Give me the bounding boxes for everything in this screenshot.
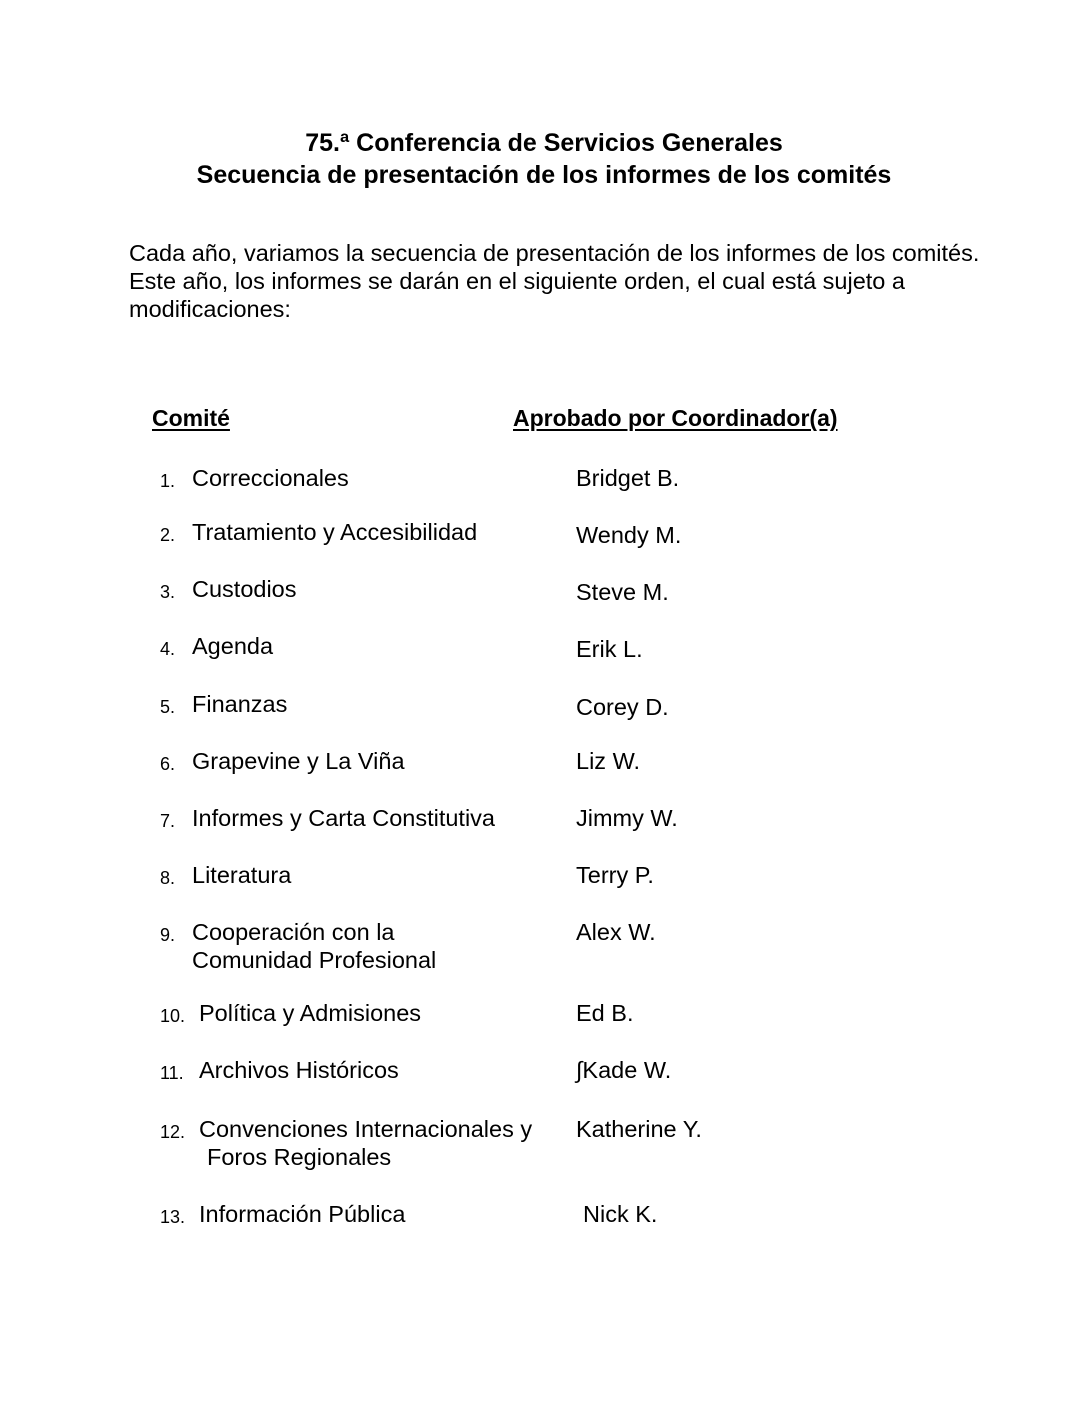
committee-name: Política y Admisiones — [199, 1000, 422, 1026]
committee-name — [192, 918, 562, 974]
item-number: 9. — [160, 925, 176, 945]
intro-paragraph: Cada año, variamos la secuencia de presentación de los informes de los comités. Este año, los informes se darán en el siguiente orden, el cual está sujeto a modificaciones: — [129, 240, 980, 322]
column-header-committee: Comité — [152, 405, 230, 431]
coordinator-name: Terry P. — [576, 862, 654, 888]
document-title-line-2: Secuencia de presentación de los informes de los comités — [196, 161, 892, 189]
committee-name: Grapevine y La Viña — [192, 748, 405, 774]
column-header-approved-by: Aprobado por Coordinador(a) — [513, 405, 838, 431]
coordinator-name: Steve M. — [576, 579, 669, 605]
committee-name-line-2: Comunidad Profesional — [192, 947, 437, 973]
document-title-line-1: 75.ª Conferencia de Servicios Generales — [305, 129, 783, 157]
item-number: 11. — [160, 1063, 184, 1083]
committee-name: Agenda — [192, 633, 274, 659]
item-number: 1. — [160, 471, 176, 491]
committee-name-line-1: Convenciones Internacionales y — [199, 1116, 533, 1142]
item-number: 5. — [160, 697, 176, 717]
item-number: 6. — [160, 754, 176, 774]
committee-name: Literatura — [192, 862, 292, 888]
item-number: 8. — [160, 868, 176, 888]
coordinator-name: Wendy M. — [576, 522, 682, 548]
coordinator-name: Alex W. — [576, 919, 656, 945]
coordinator-name: Ed B. — [576, 1000, 634, 1026]
committee-name: Información Pública — [199, 1201, 406, 1227]
committee-name — [199, 1115, 569, 1171]
committee-name: Correccionales — [192, 465, 349, 491]
coordinator-name: ∫Kade W. — [576, 1057, 672, 1083]
coordinator-name: Erik L. — [576, 636, 643, 662]
item-number: 2. — [160, 525, 176, 545]
committee-name: Archivos Históricos — [199, 1057, 399, 1083]
committee-name: Informes y Carta Constitutiva — [192, 805, 495, 831]
item-number: 3. — [160, 582, 176, 602]
coordinator-name: Katherine Y. — [576, 1116, 702, 1142]
item-number: 12. — [160, 1122, 186, 1142]
item-number: 13. — [160, 1207, 186, 1227]
item-number: 7. — [160, 811, 176, 831]
coordinator-name: Liz W. — [576, 748, 640, 774]
committee-name: Finanzas — [192, 691, 288, 717]
committee-name: Tratamiento y Accesibilidad — [192, 519, 478, 545]
item-number: 10. — [160, 1006, 186, 1026]
committee-name-line-1: Cooperación con la — [192, 919, 395, 945]
coordinator-name: Corey D. — [576, 694, 669, 720]
item-number: 4. — [160, 639, 176, 659]
coordinator-name: Jimmy W. — [576, 805, 678, 831]
committee-name-line-2: Foros Regionales — [207, 1144, 392, 1170]
coordinator-name: Nick K. — [583, 1201, 658, 1227]
coordinator-name: Bridget B. — [576, 465, 680, 491]
committee-name: Custodios — [192, 576, 297, 602]
